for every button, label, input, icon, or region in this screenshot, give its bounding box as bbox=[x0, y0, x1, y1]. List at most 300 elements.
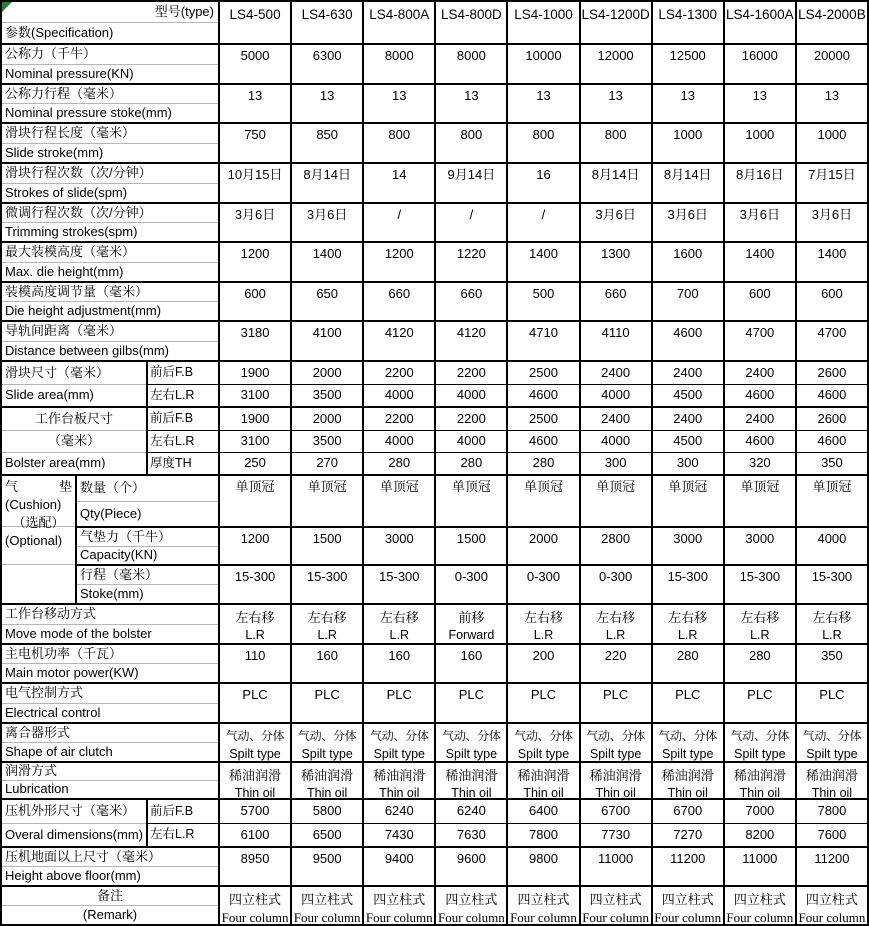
value-text: PLC bbox=[386, 687, 412, 702]
value-cell bbox=[434, 408, 506, 430]
value-text: 160 bbox=[460, 648, 483, 663]
value-cell bbox=[218, 124, 290, 162]
value-cell bbox=[795, 724, 867, 761]
value-cell bbox=[651, 45, 723, 83]
value-text: 9500 bbox=[312, 851, 342, 866]
value-text: 16 bbox=[536, 167, 551, 182]
row-values bbox=[218, 645, 867, 682]
value-text: PLC bbox=[819, 687, 845, 702]
sub-row bbox=[2, 362, 867, 384]
value-en: Forward bbox=[448, 628, 495, 642]
row-height-above-floor bbox=[2, 846, 867, 885]
value-text: 5000 bbox=[240, 48, 270, 63]
value-cell bbox=[290, 204, 362, 241]
value-cell bbox=[723, 526, 795, 564]
param-label-en: Strokes of slide(spm) bbox=[5, 184, 128, 200]
sub-label-cn: 数量（个） bbox=[77, 476, 218, 502]
row-values bbox=[218, 45, 867, 83]
value-cn: 稀油润滑 bbox=[445, 768, 498, 783]
param-label-cn: 滑块行程次数（次/分钟） bbox=[2, 164, 218, 184]
value-cell bbox=[579, 724, 651, 761]
value-cell bbox=[362, 763, 434, 798]
value-cn: 四立柱式 bbox=[661, 892, 714, 907]
group-label-line: Slide area(mm) bbox=[2, 384, 146, 406]
value-en: Thin oil bbox=[451, 786, 492, 798]
value-text: 2200 bbox=[384, 410, 414, 426]
value-text: 0-300 bbox=[526, 569, 561, 584]
value-cell bbox=[362, 605, 434, 643]
value-cell bbox=[579, 45, 651, 83]
value-text: 1400 bbox=[745, 246, 775, 261]
value-cell bbox=[651, 848, 723, 885]
row-values bbox=[218, 763, 867, 798]
value-cell bbox=[651, 476, 723, 526]
value-text: 8月14日 bbox=[303, 167, 352, 182]
value-text: 4000 bbox=[601, 433, 631, 449]
value-cell bbox=[795, 800, 867, 823]
group-overall-dimensions bbox=[2, 798, 867, 846]
value-cn: 气动、分体 bbox=[442, 729, 501, 743]
value-cell bbox=[579, 887, 651, 924]
value-cell bbox=[218, 362, 290, 384]
value-cell bbox=[506, 823, 578, 846]
value-cell bbox=[218, 848, 290, 885]
sub-row bbox=[2, 526, 867, 564]
value-text: 700 bbox=[676, 286, 699, 301]
value-text: 2200 bbox=[384, 364, 414, 380]
value-cell bbox=[579, 848, 651, 885]
value-cell bbox=[506, 362, 578, 384]
row-values bbox=[218, 124, 867, 162]
param-label-en: Nominal pressure stoke(mm) bbox=[5, 104, 172, 120]
value-text: 2000 bbox=[312, 364, 342, 380]
value-text: 12000 bbox=[597, 48, 634, 63]
value-cell bbox=[362, 164, 434, 202]
value-en: Spilt type bbox=[806, 747, 858, 761]
value-cell bbox=[434, 45, 506, 83]
value-cn: 气动、分体 bbox=[514, 729, 573, 743]
value-cell bbox=[434, 384, 506, 406]
value-cell bbox=[290, 564, 362, 603]
value-text: 350 bbox=[821, 455, 843, 471]
param-label-cn: 压机地面以上尺寸（毫米） bbox=[2, 848, 218, 867]
value-text: 7430 bbox=[384, 826, 414, 842]
value-cell bbox=[795, 362, 867, 384]
value-en: Thin oil bbox=[739, 786, 780, 798]
value-en: Four column bbox=[365, 910, 433, 924]
value-cell bbox=[290, 645, 362, 682]
param-label-en: Trimming strokes(spm) bbox=[5, 223, 138, 239]
value-cell bbox=[795, 823, 867, 846]
value-cell bbox=[506, 452, 578, 474]
param-label-cn: 离合器形式 bbox=[2, 724, 218, 743]
value-text: 2400 bbox=[673, 364, 703, 380]
value-text: 750 bbox=[244, 127, 266, 142]
value-text: 280 bbox=[388, 455, 411, 471]
param-label bbox=[2, 645, 218, 682]
sub-label-cell: 前后F.B bbox=[146, 408, 218, 430]
value-text: 1500 bbox=[312, 531, 342, 546]
value-cell bbox=[434, 564, 506, 603]
value-cell bbox=[579, 85, 651, 122]
value-text: 4000 bbox=[384, 387, 414, 403]
value-cell bbox=[723, 124, 795, 162]
value-cn: 稀油润滑 bbox=[229, 768, 282, 783]
value-text: 800 bbox=[388, 127, 411, 142]
value-text: 7月15日 bbox=[808, 167, 856, 182]
value-text: 3180 bbox=[240, 325, 270, 340]
value-cell bbox=[795, 164, 867, 202]
sub-row-values bbox=[218, 823, 867, 846]
value-cell bbox=[218, 45, 290, 83]
value-cell bbox=[651, 430, 723, 452]
param-label-cn: 润滑方式 bbox=[2, 763, 218, 781]
value-text: 3000 bbox=[384, 531, 414, 546]
value-cell bbox=[218, 605, 290, 643]
row-main-motor-power bbox=[2, 643, 867, 682]
param-label-en: (Remark) bbox=[82, 906, 138, 922]
value-en: L.R bbox=[822, 628, 842, 642]
value-cell bbox=[506, 724, 578, 761]
value-cn: 稀油润滑 bbox=[301, 768, 354, 783]
value-cell bbox=[218, 476, 290, 526]
value-cell bbox=[651, 724, 723, 761]
value-text: 6240 bbox=[456, 803, 486, 819]
row-values bbox=[218, 243, 867, 281]
value-text: 660 bbox=[460, 286, 483, 301]
value-cell bbox=[218, 526, 290, 564]
value-text: 1600 bbox=[673, 246, 703, 261]
value-text: 15-300 bbox=[306, 569, 348, 584]
table-body bbox=[2, 43, 867, 924]
corner-spec-label: 参数(Specification) bbox=[5, 24, 114, 40]
row-values bbox=[218, 322, 867, 360]
value-text: / bbox=[469, 207, 474, 222]
cushion-group-label bbox=[2, 476, 75, 603]
sub-row-values bbox=[218, 526, 867, 564]
value-text: 650 bbox=[316, 286, 339, 301]
param-label-cn: 备注 bbox=[2, 887, 218, 906]
value-text: 1200 bbox=[240, 531, 270, 546]
value-cell bbox=[723, 243, 795, 281]
value-en: Thin oil bbox=[234, 786, 276, 798]
value-text: 5800 bbox=[312, 803, 342, 819]
value-text: 3月6日 bbox=[811, 207, 853, 222]
value-cn: 气动、分体 bbox=[730, 729, 790, 743]
value-text: 4600 bbox=[529, 433, 558, 449]
value-text: 13 bbox=[608, 88, 623, 103]
value-cell bbox=[218, 164, 290, 202]
value-cell bbox=[362, 848, 434, 885]
value-cell bbox=[723, 85, 795, 122]
value-cell bbox=[795, 605, 867, 643]
row-values bbox=[218, 164, 867, 202]
value-cell bbox=[506, 204, 578, 241]
value-cell bbox=[218, 204, 290, 241]
value-cell bbox=[795, 204, 867, 241]
param-label-en: Lubrication bbox=[5, 781, 69, 797]
value-cell bbox=[579, 476, 651, 526]
value-text: 4600 bbox=[817, 387, 847, 403]
value-cell bbox=[723, 476, 795, 526]
value-text: 16000 bbox=[741, 48, 778, 63]
value-cn: 气动、分体 bbox=[370, 729, 429, 743]
value-text: 15-300 bbox=[739, 569, 781, 584]
value-cell bbox=[290, 124, 362, 162]
value-text: 11000 bbox=[598, 851, 634, 866]
value-text: 160 bbox=[388, 648, 411, 663]
value-text: 单顶冠 bbox=[668, 479, 708, 494]
value-cell bbox=[651, 204, 723, 241]
value-text: 4600 bbox=[529, 387, 558, 403]
value-text: 3月6日 bbox=[306, 207, 348, 222]
value-cell bbox=[579, 362, 651, 384]
value-cell bbox=[218, 800, 290, 823]
sub-row-values bbox=[218, 800, 867, 823]
value-cell bbox=[579, 645, 651, 682]
value-text: 4600 bbox=[817, 433, 847, 449]
value-text: 13 bbox=[319, 88, 335, 103]
value-cn: 稀油润滑 bbox=[373, 768, 426, 783]
value-cell bbox=[434, 724, 506, 761]
value-cn: 四立柱式 bbox=[301, 892, 354, 907]
value-cell bbox=[362, 243, 434, 281]
value-cell bbox=[506, 887, 578, 924]
header-row bbox=[2, 2, 867, 43]
param-label-cn: 公称力行程（毫米） bbox=[2, 85, 218, 104]
value-text: 单顶冠 bbox=[379, 479, 419, 494]
row-distance-between-gilbs bbox=[2, 320, 867, 360]
row-values bbox=[218, 684, 867, 722]
value-text: 0-300 bbox=[598, 569, 633, 584]
value-cell bbox=[723, 45, 795, 83]
value-cell bbox=[723, 605, 795, 643]
value-cell bbox=[579, 763, 651, 798]
row-remark bbox=[2, 885, 867, 924]
value-text: 8月16日 bbox=[735, 167, 784, 182]
value-cell bbox=[362, 887, 434, 924]
group-label-line: 工作台板尺寸 bbox=[34, 410, 113, 426]
sub-row bbox=[2, 430, 867, 452]
value-text: 2200 bbox=[456, 364, 486, 380]
value-cell bbox=[579, 430, 651, 452]
value-cn: 左右移 bbox=[740, 610, 780, 625]
param-label bbox=[2, 887, 218, 924]
value-en: Thin oil bbox=[811, 786, 853, 798]
value-text: 8200 bbox=[745, 826, 775, 842]
value-cell bbox=[290, 45, 362, 83]
value-text: 850 bbox=[316, 127, 339, 142]
value-text: 6700 bbox=[601, 803, 631, 819]
cushion-label-cn bbox=[2, 478, 75, 496]
sub-row-values bbox=[218, 476, 867, 526]
param-label-en: Max. die height(mm) bbox=[5, 263, 124, 279]
value-text: 9月14日 bbox=[447, 167, 496, 182]
param-label bbox=[2, 684, 218, 722]
value-text: 220 bbox=[604, 648, 627, 663]
value-text: 4120 bbox=[456, 325, 486, 340]
param-label-en: Distance between gilbs(mm) bbox=[5, 342, 170, 358]
value-en: L.R bbox=[677, 628, 698, 642]
value-cn: 稀油润滑 bbox=[589, 768, 642, 783]
value-en: Four column bbox=[293, 910, 361, 924]
sub-label-cell bbox=[75, 564, 218, 603]
value-cell bbox=[434, 887, 506, 924]
value-cn: 前移 bbox=[458, 610, 485, 625]
value-cell bbox=[218, 85, 290, 122]
value-text: 13 bbox=[752, 88, 768, 103]
value-cell bbox=[723, 164, 795, 202]
row-values bbox=[218, 204, 867, 241]
value-cell bbox=[579, 164, 651, 202]
value-cn: 稀油润滑 bbox=[661, 768, 714, 783]
sub-label-cell: 厚度TH bbox=[146, 452, 218, 474]
value-cell bbox=[651, 124, 723, 162]
value-text: 3100 bbox=[240, 387, 270, 403]
value-text: 8月14日 bbox=[663, 167, 712, 182]
value-en: Spilt type bbox=[373, 747, 425, 761]
value-cn: 左右移 bbox=[668, 610, 708, 625]
value-cell bbox=[651, 564, 723, 603]
value-text: 单顶冠 bbox=[307, 479, 347, 494]
value-text: 13 bbox=[824, 88, 840, 103]
value-cell bbox=[506, 564, 578, 603]
sub-label-en: Capacity(KN) bbox=[80, 547, 158, 563]
param-label-en: Shape of air clutch bbox=[5, 743, 113, 759]
value-text: 500 bbox=[532, 286, 555, 301]
value-text: 200 bbox=[532, 648, 555, 663]
value-text: PLC bbox=[675, 687, 701, 702]
value-cell bbox=[218, 724, 290, 761]
model-header-cell: LS4-500 bbox=[218, 2, 290, 43]
sub-row-values bbox=[218, 452, 867, 474]
value-cell bbox=[651, 283, 723, 320]
sub-label-cell bbox=[75, 526, 218, 564]
value-cn: 左右移 bbox=[523, 610, 563, 625]
value-cell bbox=[723, 763, 795, 798]
value-text: 800 bbox=[460, 127, 483, 142]
value-cell bbox=[506, 476, 578, 526]
value-text: 270 bbox=[316, 455, 339, 471]
row-lubrication bbox=[2, 761, 867, 798]
value-text: 660 bbox=[388, 286, 411, 301]
value-en: Four column bbox=[582, 910, 649, 924]
value-en: Thin oil bbox=[595, 786, 636, 798]
value-text: 0-300 bbox=[454, 569, 488, 584]
row-values bbox=[218, 283, 867, 320]
value-cn: 气动、分体 bbox=[225, 729, 285, 743]
value-cell bbox=[362, 452, 434, 474]
value-text: / bbox=[397, 207, 402, 222]
value-text: 9600 bbox=[456, 851, 486, 866]
cushion-label-cn-b: 垫 bbox=[58, 479, 72, 494]
value-text: 4000 bbox=[601, 387, 631, 403]
value-en: L.R bbox=[533, 628, 554, 642]
param-label-cn: 公称力（千牛） bbox=[2, 45, 218, 65]
value-text: 7730 bbox=[601, 826, 631, 842]
param-label bbox=[2, 848, 218, 885]
row-max-die-height bbox=[2, 241, 867, 281]
value-cell bbox=[434, 430, 506, 452]
value-cell bbox=[579, 204, 651, 241]
row-trimming-strokes bbox=[2, 202, 867, 241]
value-text: 11200 bbox=[670, 851, 706, 866]
sub-row bbox=[2, 408, 867, 430]
row-slide-stroke bbox=[2, 122, 867, 162]
value-text: 3月6日 bbox=[234, 207, 276, 222]
value-cell bbox=[218, 243, 290, 281]
value-text: 6100 bbox=[240, 826, 270, 842]
value-cell bbox=[290, 362, 362, 384]
param-label bbox=[2, 724, 218, 761]
value-text: 600 bbox=[748, 286, 771, 301]
value-cell bbox=[290, 430, 362, 452]
param-label-cn: 导轨间距离（毫米） bbox=[2, 322, 218, 342]
value-cell bbox=[506, 848, 578, 885]
value-cell bbox=[218, 408, 290, 430]
value-text: 1300 bbox=[601, 246, 631, 261]
value-cell bbox=[290, 283, 362, 320]
group-slide-area bbox=[2, 360, 867, 406]
value-text: 7270 bbox=[673, 826, 703, 842]
value-text: 280 bbox=[748, 648, 771, 663]
value-cell bbox=[290, 684, 362, 722]
value-text: 4500 bbox=[673, 387, 703, 403]
value-cell bbox=[651, 408, 723, 430]
value-cell bbox=[434, 243, 506, 281]
sub-label-en: Stoke(mm) bbox=[80, 585, 144, 601]
value-cell bbox=[579, 322, 651, 360]
value-cn: 四立柱式 bbox=[445, 892, 498, 907]
value-text: 9800 bbox=[529, 851, 558, 866]
value-cell bbox=[506, 85, 578, 122]
value-cell bbox=[434, 823, 506, 846]
model-header-cell: LS4-800A bbox=[362, 2, 434, 43]
sub-row bbox=[2, 384, 867, 406]
value-cn: 气动、分体 bbox=[658, 729, 717, 743]
value-cell bbox=[723, 887, 795, 924]
sub-label-cn: 行程（毫米） bbox=[77, 566, 218, 585]
value-text: 6240 bbox=[384, 803, 414, 819]
value-text: 13 bbox=[464, 88, 479, 103]
cushion-label-en: (Cushion) bbox=[5, 497, 62, 512]
param-label bbox=[2, 763, 218, 798]
value-cell bbox=[218, 823, 290, 846]
value-cn: 稀油润滑 bbox=[733, 768, 786, 783]
value-text: 12500 bbox=[669, 48, 706, 63]
value-cell bbox=[723, 848, 795, 885]
sub-row-values bbox=[218, 564, 867, 603]
value-en: L.R bbox=[389, 628, 409, 642]
value-text: 2400 bbox=[601, 364, 631, 380]
value-text: 3000 bbox=[745, 531, 775, 546]
row-values bbox=[218, 85, 867, 122]
value-text: 2400 bbox=[745, 364, 775, 380]
value-text: PLC bbox=[747, 687, 773, 702]
value-cell bbox=[362, 684, 434, 722]
value-text: 单顶冠 bbox=[596, 479, 636, 494]
value-cell bbox=[506, 526, 578, 564]
value-cell bbox=[723, 452, 795, 474]
value-text: 160 bbox=[316, 648, 339, 663]
value-cell bbox=[506, 430, 578, 452]
value-cell bbox=[362, 800, 434, 823]
value-cn: 左右移 bbox=[235, 610, 275, 625]
value-text: PLC bbox=[314, 687, 340, 702]
value-text: 250 bbox=[244, 455, 266, 471]
row-die-height-adjustment bbox=[2, 281, 867, 320]
value-cell bbox=[290, 408, 362, 430]
